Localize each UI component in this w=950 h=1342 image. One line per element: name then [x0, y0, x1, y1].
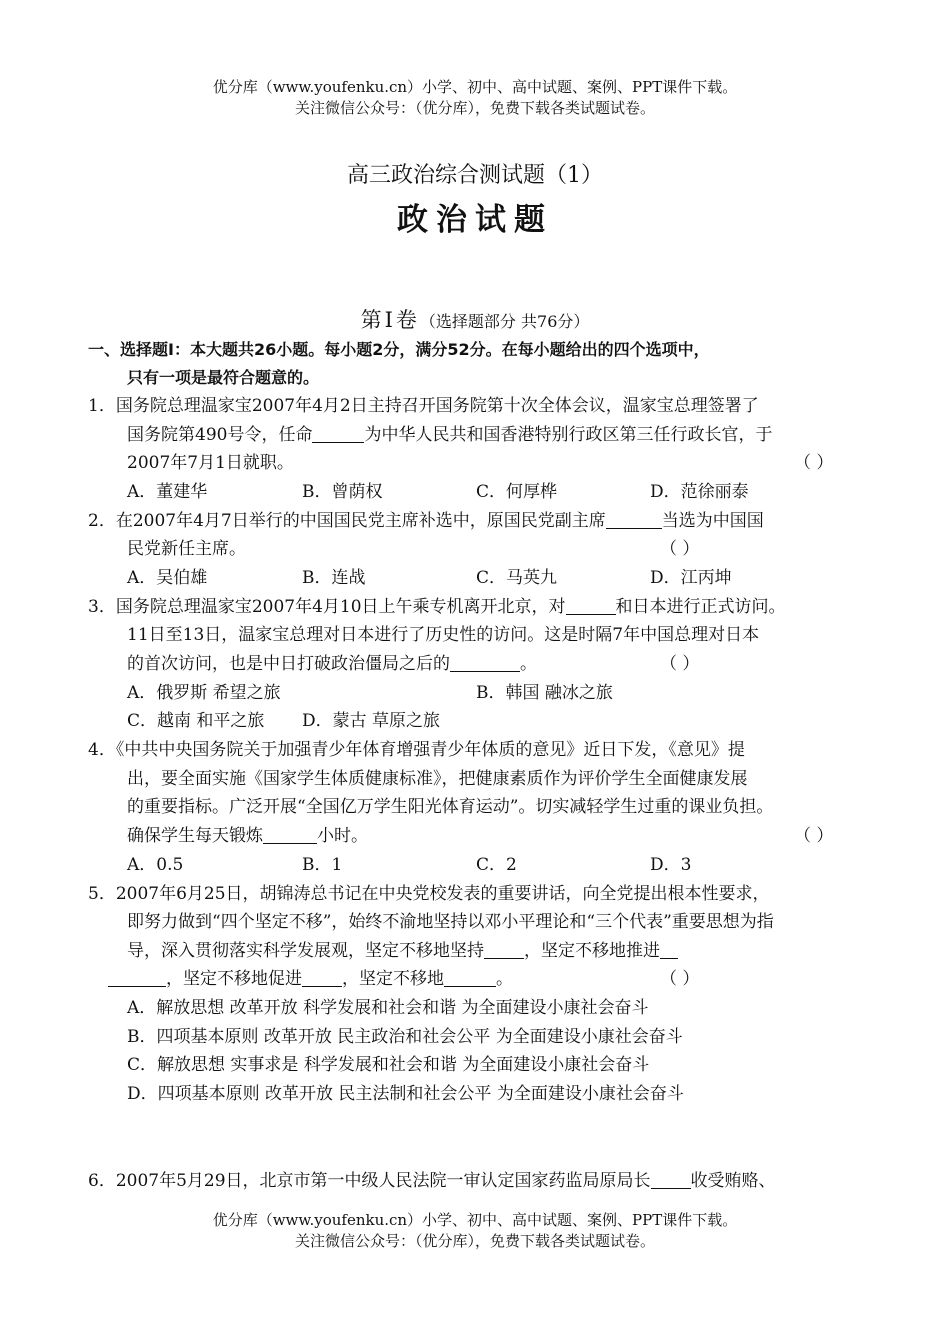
q5-blank-1 — [484, 938, 524, 959]
q6-line-1 — [88, 1167, 776, 1195]
exam-title: 政治试题 — [397, 202, 553, 238]
q1-line-1: 1．国务院总理温家宝2007年4月2日主持召开国务院第十次全体会议，温家宝总理签署了 — [88, 396, 759, 416]
q5-blank-2b — [108, 966, 166, 987]
q3-option-a: A．俄罗斯 希望之旅 — [127, 683, 281, 703]
footer-line-2: 关注微信公众号：（优分库），免费下载各类试题试卷。 — [294, 1232, 655, 1250]
q2-blank — [606, 508, 662, 529]
q2-option-b: B．连战 — [302, 568, 366, 588]
q3-text-a: 3．国务院总理温家宝2007年4月10日上午乘专机离开北京，对 — [88, 597, 566, 617]
header-line-1: 优分库（www.youfenku.cn）小学、初中、高中试题、案例、PPT课件下载。 — [212, 78, 738, 96]
q5-line-1: 5．2007年6月25日，胡锦涛总书记在中央党校发表的重要讲话，向全党提出根本性要求， — [88, 884, 770, 904]
q2-line-1 — [88, 507, 764, 535]
q3-option-c: C．越南 和平之旅 — [127, 711, 265, 731]
q1-answer-paren: （ ） — [794, 453, 834, 473]
q2-option-d: D．江丙坤 — [650, 568, 732, 588]
volume-note: （选择题部分 共76分） — [419, 312, 590, 331]
footer-line-1: 优分库（www.youfenku.cn）小学、初中、高中试题、案例、PPT课件下载。 — [212, 1211, 738, 1229]
q3-line-3 — [127, 650, 537, 678]
q1-line-2 — [127, 421, 772, 449]
q4-line-1: 4．《中共中央国务院关于加强青少年体育增强青少年体质的意见》近日下发，《意见》提 — [88, 740, 745, 760]
q1-line-3: 2007年7月1日就职。 — [127, 453, 294, 473]
q4-text-b: 小时。 — [317, 826, 368, 846]
q5-blank-2a — [660, 938, 678, 959]
section-instruction-2: 只有一项是最符合题意的。 — [127, 368, 320, 387]
q6-text-b: 收受贿赂、 — [690, 1171, 776, 1191]
q5-option-c: C．解放思想 实事求是 科学发展和社会和谐 为全面建设小康社会奋斗 — [127, 1055, 650, 1075]
q5-line-4 — [108, 965, 513, 993]
q3-answer-paren: （ ） — [660, 654, 700, 674]
q5-line-3 — [127, 937, 678, 965]
q3-line-2: 11日至13日，温家宝总理对日本进行了历史性的访问。这是时隔7年中国总理对日本 — [127, 625, 760, 645]
q6-blank — [651, 1168, 691, 1189]
q3-text-d: 。 — [520, 654, 537, 674]
q4-line-4 — [127, 822, 368, 850]
q4-text-a: 确保学生每天锻炼 — [127, 826, 263, 846]
q3-option-d: D．蒙古 草原之旅 — [302, 711, 441, 731]
q1-option-b: B．曾荫权 — [302, 482, 383, 502]
q2-text-b: 当选为中国国 — [661, 511, 764, 531]
q3-text-b: 和日本进行正式访问。 — [615, 597, 786, 617]
q5-text-a: 导，深入贯彻落实科学发展观，坚定不移地坚持 — [127, 941, 484, 961]
q1-text-a: 国务院第490号令，任命 — [127, 425, 313, 445]
exam-subtitle: 高三政治综合测试题（1） — [347, 163, 603, 188]
q2-answer-paren: （ ） — [660, 539, 700, 559]
q3-line-1 — [88, 593, 786, 621]
q5-option-d: D．四项基本原则 改革开放 民主法制和社会公平 为全面建设小康社会奋斗 — [127, 1084, 684, 1104]
q5-option-b: B．四项基本原则 改革开放 民主政治和社会公平 为全面建设小康社会奋斗 — [127, 1027, 683, 1047]
q1-option-c: C．何厚桦 — [476, 482, 558, 502]
q4-option-d: D．3 — [650, 855, 692, 875]
q4-line-2: 出，要全面实施《国家学生体质健康标准》，把健康素质作为评价学生全面健康发展 — [127, 769, 748, 789]
q3-option-b: B．韩国 融冰之旅 — [476, 683, 613, 703]
q5-text-b: ，坚定不移地推进 — [524, 941, 660, 961]
q1-blank — [312, 422, 364, 443]
q2-line-2: 民党新任主席。 — [127, 539, 246, 559]
q5-text-d: ，坚定不移地 — [342, 969, 444, 989]
header-line-2: 关注微信公众号：（优分库），免费下载各类试题试卷。 — [294, 99, 655, 117]
volume-label: 第Ⅰ卷 — [360, 308, 420, 332]
section-instruction-1: 一、选择题Ⅰ：本大题共26小题。每小题2分，满分52分。在每小题给出的四个选项中， — [88, 340, 710, 359]
q1-option-a: A．董建华 — [127, 482, 208, 502]
q5-text-e: 。 — [496, 969, 513, 989]
q5-blank-3 — [302, 966, 342, 987]
q5-line-2: 即努力做到“四个坚定不移”，始终不渝地坚持以邓小平理论和“三个代表”重要思想为指 — [127, 912, 774, 932]
q4-line-3: 的重要指标。广泛开展“全国亿万学生阳光体育运动”。切实减轻学生过重的课业负担。 — [127, 797, 774, 817]
q1-text-b: 为中华人民共和国香港特别行政区第三任行政长官，于 — [364, 425, 773, 445]
q4-blank — [263, 823, 317, 844]
q2-option-a: A．吴伯雄 — [127, 568, 208, 588]
q1-option-d: D．范徐丽泰 — [650, 482, 749, 502]
q4-option-a: A．0.5 — [127, 855, 184, 875]
q3-text-c: 的首次访问，也是中日打破政治僵局之后的 — [127, 654, 450, 674]
q2-option-c: C．马英九 — [476, 568, 558, 588]
q5-option-a: A．解放思想 改革开放 科学发展和社会和谐 为全面建设小康社会奋斗 — [127, 998, 649, 1018]
q5-blank-4 — [444, 966, 496, 987]
volume-heading — [0, 306, 950, 336]
q4-option-b: B．1 — [302, 855, 343, 875]
q3-blank-1 — [566, 594, 616, 615]
q5-answer-paren: （ ） — [660, 969, 700, 989]
q6-text-a: 6．2007年5月29日，北京市第一中级人民法院一审认定国家药监局原局长 — [88, 1171, 651, 1191]
q4-answer-paren: （ ） — [794, 826, 834, 846]
q5-text-c: ，坚定不移地促进 — [166, 969, 302, 989]
q4-option-c: C．2 — [476, 855, 517, 875]
q2-text-a: 2．在2007年4月7日举行的中国国民党主席补选中，原国民党副主席 — [88, 511, 606, 531]
q3-blank-2 — [450, 651, 520, 672]
